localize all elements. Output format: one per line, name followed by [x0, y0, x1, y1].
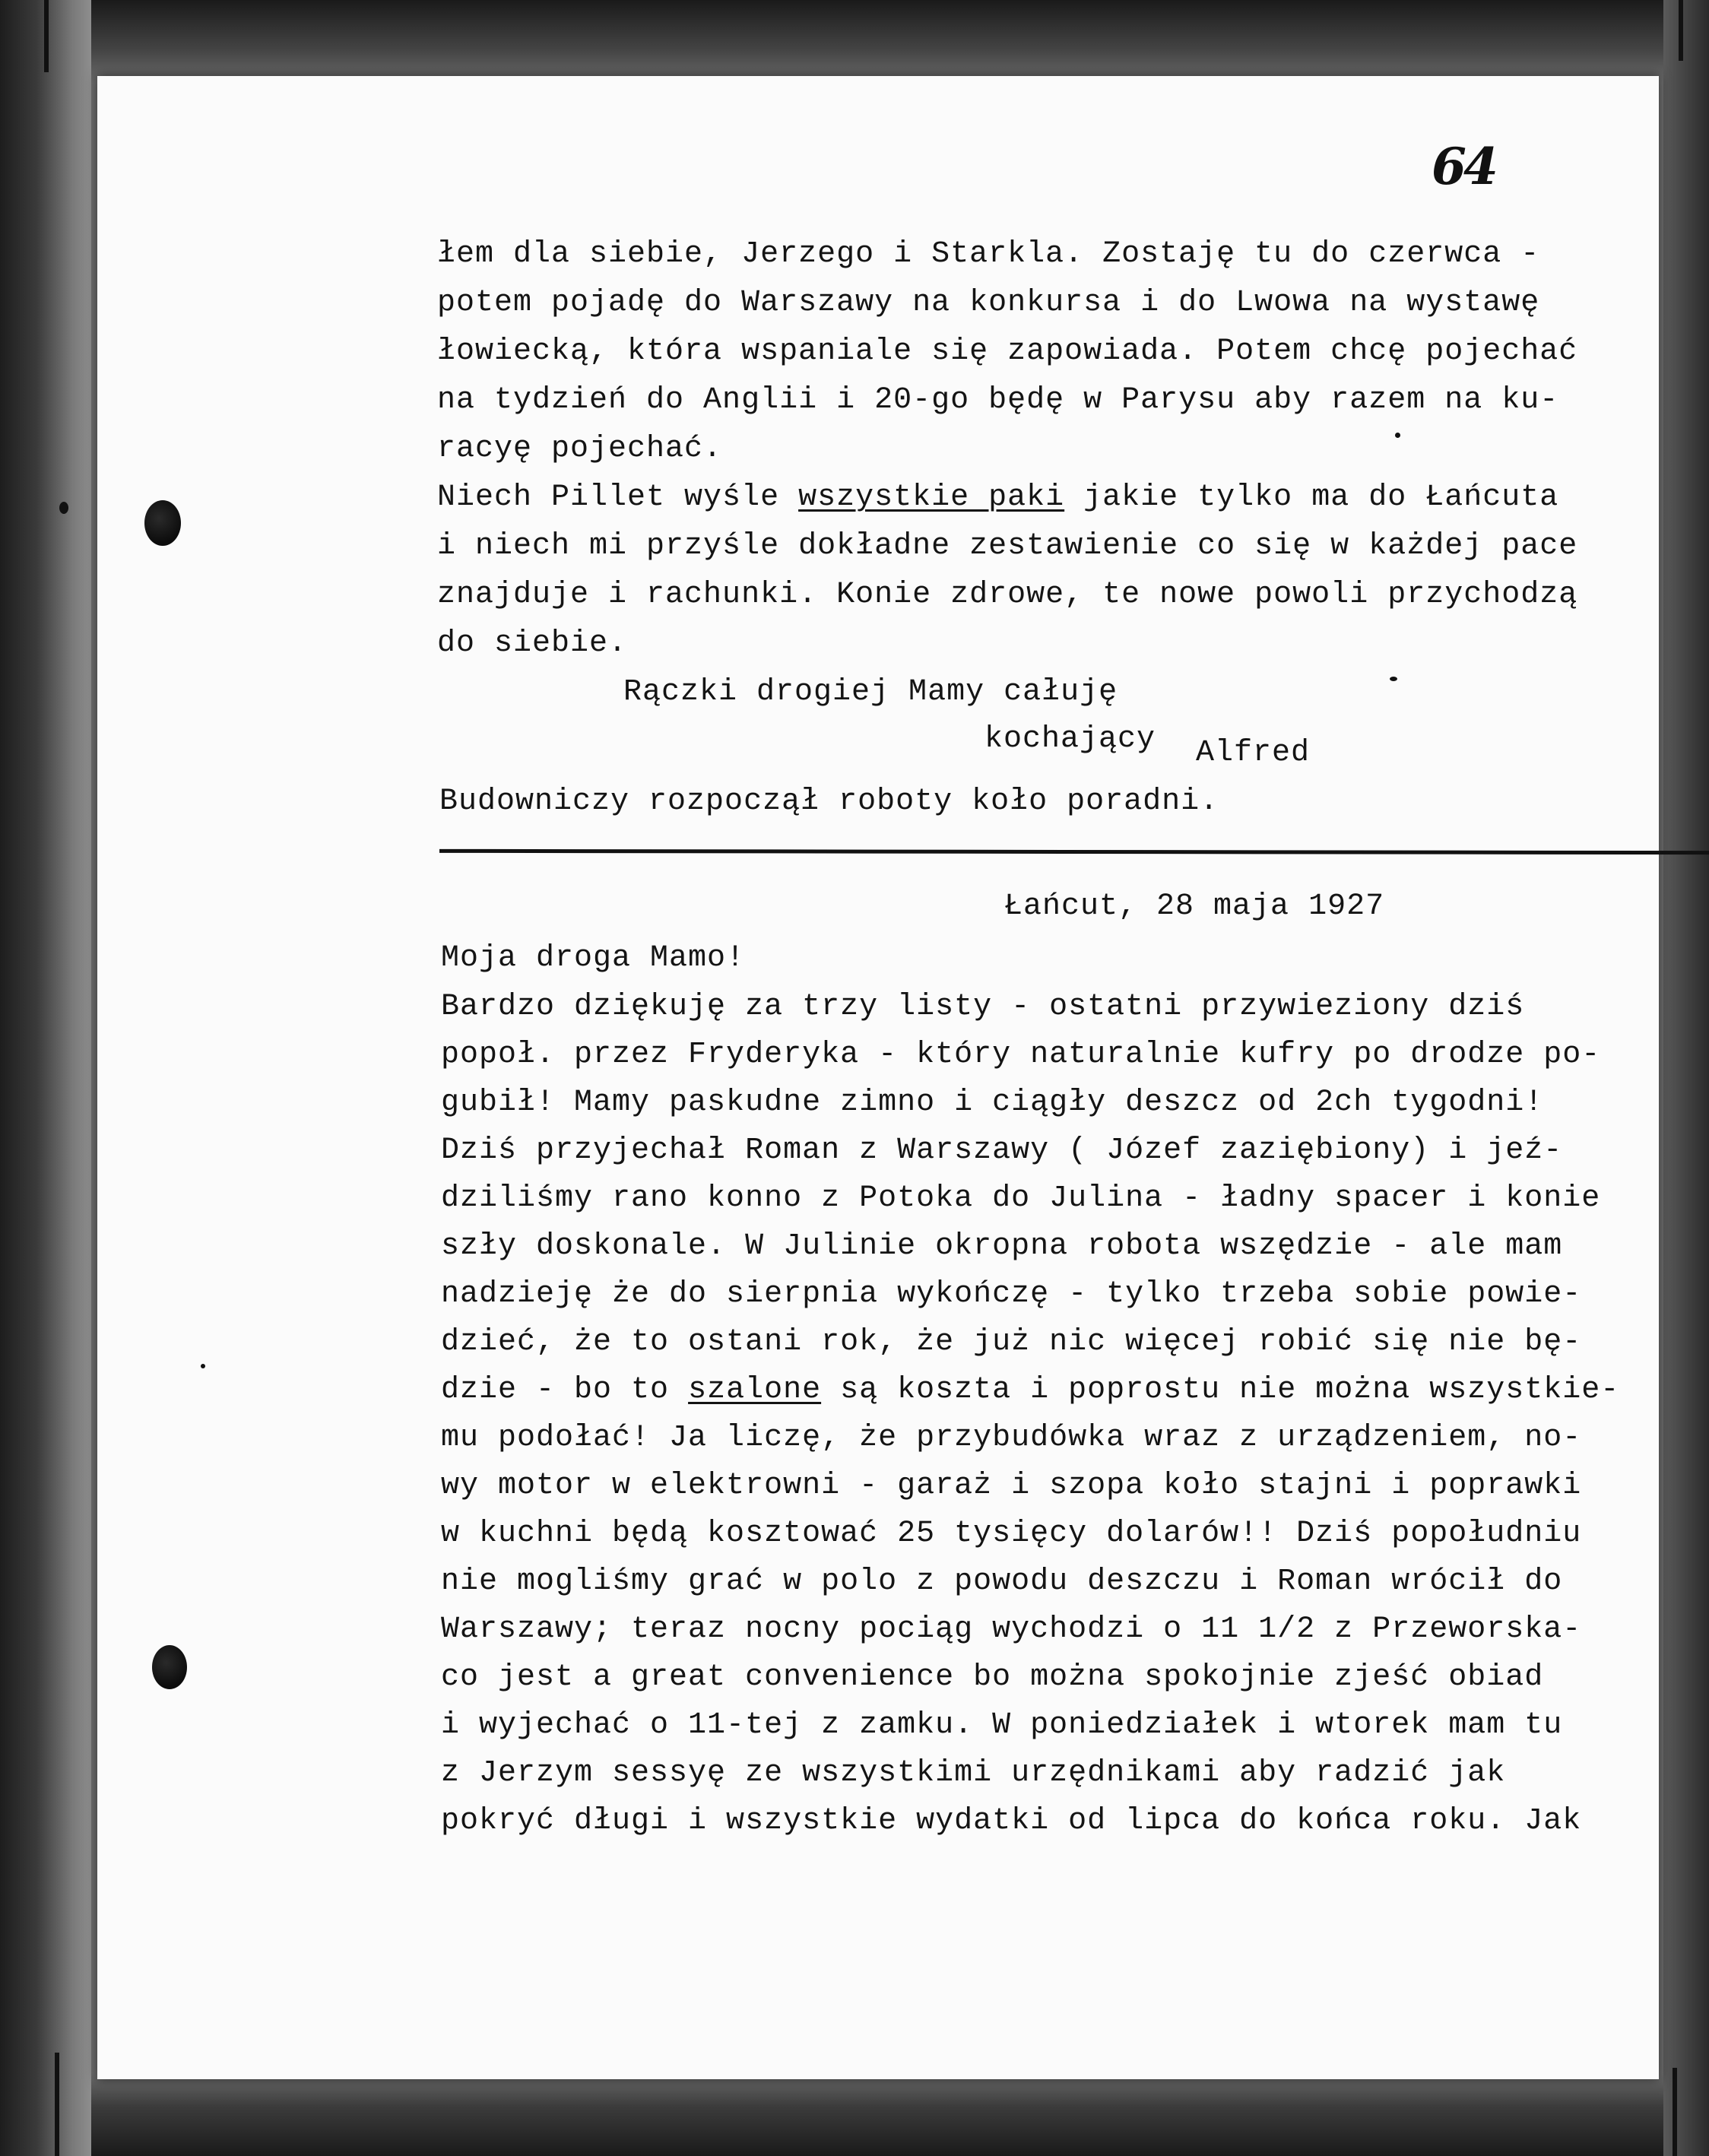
- salutation: Moja droga Mamo!: [441, 941, 746, 975]
- text-line: co jest a great convenience bo można spokojnie zjeść obiad: [441, 1660, 1544, 1695]
- text-line: nie mogliśmy grać w polo z powodu deszczu i Roman wrócił do: [441, 1565, 1563, 1599]
- page-number: 64: [1432, 137, 1495, 196]
- letter-divider: [439, 849, 1709, 854]
- text-line: nadzieję że do sierpnia wykończę - tylko trzeba sobie powie-: [441, 1277, 1582, 1311]
- film-border-right: [1663, 0, 1709, 2156]
- text-line: i wyjechać o 11-tej z zamku. W poniedziałek i wtorek mam tu: [441, 1708, 1563, 1742]
- film-border-top: [0, 0, 1709, 84]
- place-date: Łańcut, 28 maja 1927: [1004, 889, 1385, 924]
- text-line: dziliśmy rano konno z Potoka do Julina - ładny spacer i konie: [441, 1181, 1601, 1216]
- text-line: dzieć, że to ostani rok, że już nic więcej robić się nie bę-: [441, 1325, 1582, 1359]
- text-line: w kuchni będą kosztować 25 tysięcy dolarów!! Dziś popołudniu: [441, 1517, 1582, 1551]
- film-edge-mark: [55, 2053, 59, 2156]
- text-line: z Jerzym sessyę ze wszystkimi urzędnikami aby radzić jak: [441, 1756, 1506, 1790]
- closing-line: Rączki drogiej Mamy całuję: [623, 675, 1118, 709]
- text-line: łem dla siebie, Jerzego i Starkla. Zostaję tu do czerwca -: [437, 237, 1540, 271]
- text-line: na tydzień do Anglii i 20-go będę w Parysu aby razem na ku-: [437, 383, 1559, 417]
- text-line: gubił! Mamy paskudne zimno i ciągły deszcz od 2ch tygodni!: [441, 1086, 1544, 1120]
- underlined-phrase: wszystkie paki: [798, 480, 1065, 515]
- text-line: Dziś przyjechał Roman z Warszawy ( Józef zaziębiony) i jeź-: [441, 1133, 1563, 1168]
- film-border-left: [0, 0, 91, 2156]
- document-page: [97, 76, 1659, 2079]
- film-speck: [59, 502, 68, 514]
- text-line: Warszawy; teraz nocny pociąg wychodzi o 11 1/2 z Przeworska-: [441, 1612, 1582, 1647]
- text-line: racyę pojechać.: [437, 432, 723, 466]
- text-line: mu podołać! Ja liczę, że przybudówka wraz z urządzeniem, no-: [441, 1421, 1582, 1455]
- film-edge-mark: [44, 0, 49, 72]
- text-line: Bardzo dziękuję za trzy listy - ostatni przywieziony dziś: [441, 990, 1525, 1024]
- text-line: Niech Pillet wyśle wszystkie paki jakie tylko ma do Łańcuta: [437, 480, 1559, 515]
- postscript: Budowniczy rozpoczął roboty koło poradni.: [439, 785, 1219, 819]
- text-line: szły doskonale. W Julinie okropna robota wszędzie - ale mam: [441, 1229, 1563, 1263]
- text-line: popoł. przez Fryderyka - który naturalnie kufry po drodze po-: [441, 1038, 1601, 1072]
- text-line: potem pojadę do Warszawy na konkursa i do Lwowa na wystawę: [437, 286, 1540, 320]
- underlined-word: szalone: [688, 1373, 822, 1407]
- text-line: wy motor w elektrowni - garaż i szopa koło stajni i poprawki: [441, 1469, 1582, 1503]
- film-edge-mark: [1673, 2068, 1677, 2156]
- text-line: pokryć długi i wszystkie wydatki od lipca do końca roku. Jak: [441, 1804, 1582, 1838]
- speck: [1395, 433, 1400, 438]
- text-line: i niech mi przyśle dokładne zestawienie co się w każdej pace: [437, 529, 1578, 563]
- punch-hole: [144, 500, 181, 546]
- punch-hole: [152, 1645, 187, 1689]
- text-line: łowiecką, która wspaniale się zapowiada. Potem chcę pojechać: [437, 334, 1578, 369]
- text-line: do siebie.: [437, 626, 628, 661]
- text-line: znajduje i rachunki. Konie zdrowe, te nowe powoli przychodzą: [437, 578, 1578, 612]
- film-border-bottom: [0, 2072, 1709, 2156]
- film-edge-mark: [1679, 0, 1683, 61]
- speck: [1390, 677, 1397, 681]
- closing-word: kochający: [984, 722, 1156, 756]
- signature: Alfred: [1196, 736, 1311, 770]
- text-line: dzie - bo to szalone są koszta i poprostu nie można wszystkie-: [441, 1373, 1620, 1407]
- speck: [201, 1364, 205, 1368]
